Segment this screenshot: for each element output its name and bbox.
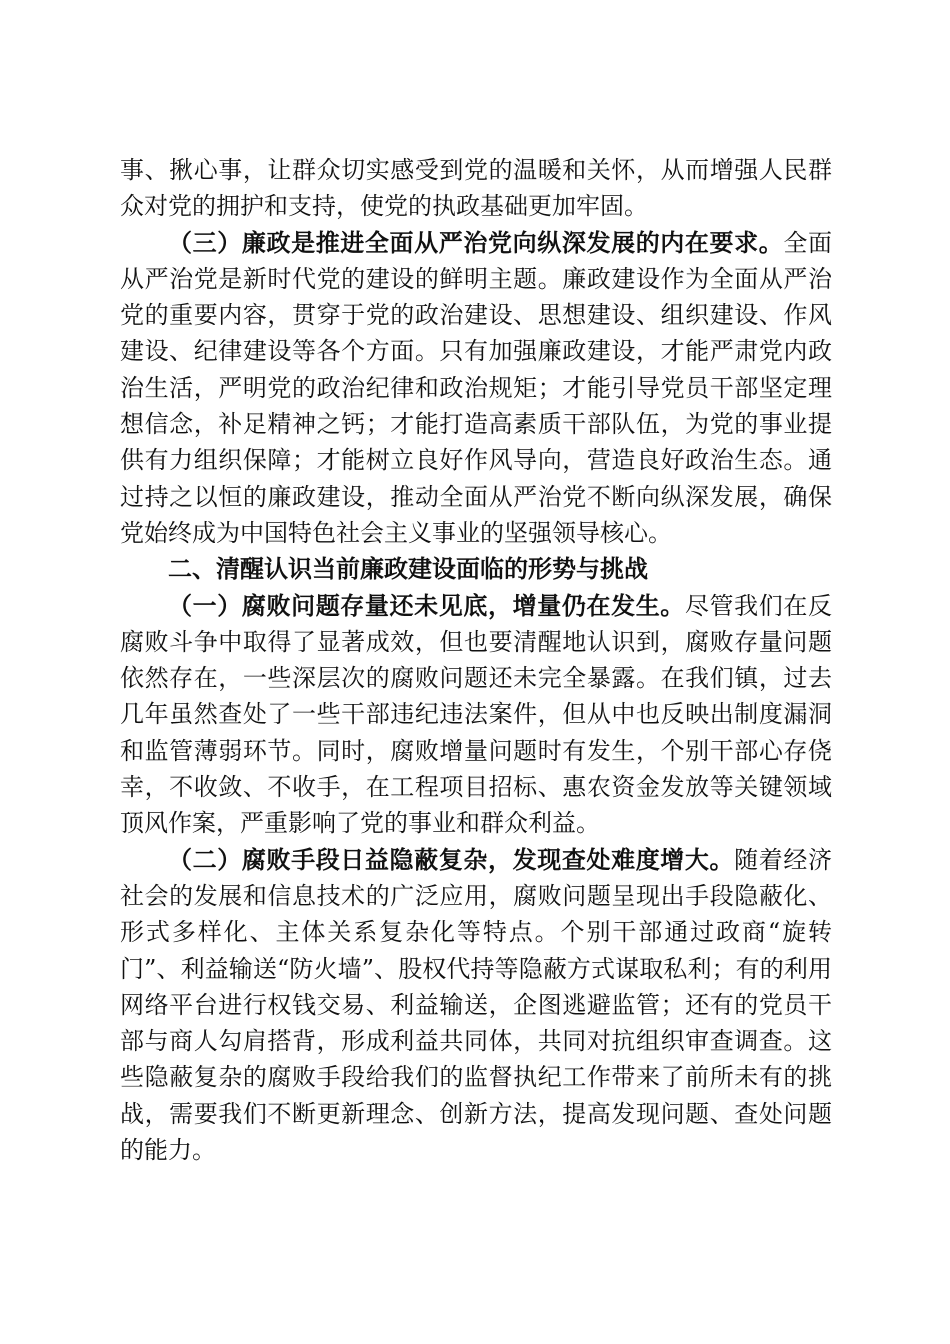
paragraph-lead: （一）腐败问题存量还未见底，增量仍在发生。	[168, 590, 685, 620]
section-heading-2: 二、清醒认识当前廉政建设面临的形势与挑战	[168, 555, 648, 584]
paragraph-text: 事、揪心事，让群众切实感受到党的温暖和关怀，从而增强人民群众对党的拥护和支持，使党的执政基础更加牢固。	[120, 156, 832, 221]
document-body	[120, 152, 832, 1168]
paragraph-section-3	[120, 225, 832, 552]
paragraph-continuation	[120, 152, 832, 225]
paragraph-lead: （二）腐败手段日益隐蔽复杂，发现查处难度增大。	[168, 844, 735, 874]
paragraph-subsection-2	[120, 842, 832, 1169]
paragraph-text: 随着经济社会的发展和信息技术的广泛应用，腐败问题呈现出手段隐蔽化、形式多样化、主体关系复杂化等特点。个别干部通过政商“旋转门”、利益输送“防火墙”、股权代持等隐蔽方式谋取私利；有的利用网络平台进行权钱交易、利益输送，企图逃避监管；还有的党员干部与商人勾肩搭背，形成利益共同体，共同对抗组织审查调查。这些隐蔽复杂的腐败手段给我们的监督执纪工作带来了前所未有的挑战，需要我们不断更新理念、创新方法，提高发现问题、查处问题的能力。	[120, 845, 833, 1165]
paragraph-text: 尽管我们在反腐败斗争中取得了显著成效，但也要清醒地认识到，腐败存量问题依然存在，一些深层次的腐败问题还未完全暴露。在我们镇，过去几年虽然查处了一些干部违纪违法案件，但从中也反映出制度漏洞和监管薄弱环节。同时，腐败增量问题时有发生，个别干部心存侥幸，不收敛、不收手，在工程项目招标、惠农资金发放等关键领域顶风作案，严重影响了党的事业和群众利益。	[120, 591, 832, 838]
paragraph-lead: （三）廉政是推进全面从严治党向纵深发展的内在要求。	[168, 227, 784, 257]
paragraph-subsection-1	[120, 588, 832, 842]
paragraph-text: 全面从严治党是新时代党的建设的鲜明主题。廉政建设作为全面从严治党的重要内容，贯穿于党的政治建设、思想建设、组织建设、作风建设、纪律建设等各个方面。只有加强廉政建设，才能严肃党内政治生活，严明党的政治纪律和政治规矩；才能引导党员干部坚定理想信念，补足精神之钙；才能打造高素质干部队伍，为党的事业提供有力组织保障；才能树立良好作风导向，营造良好政治生态。通过持之以恒的廉政建设，推动全面从严治党不断向纵深发展，确保党始终成为中国特色社会主义事业的坚强领导核心。	[120, 228, 833, 547]
